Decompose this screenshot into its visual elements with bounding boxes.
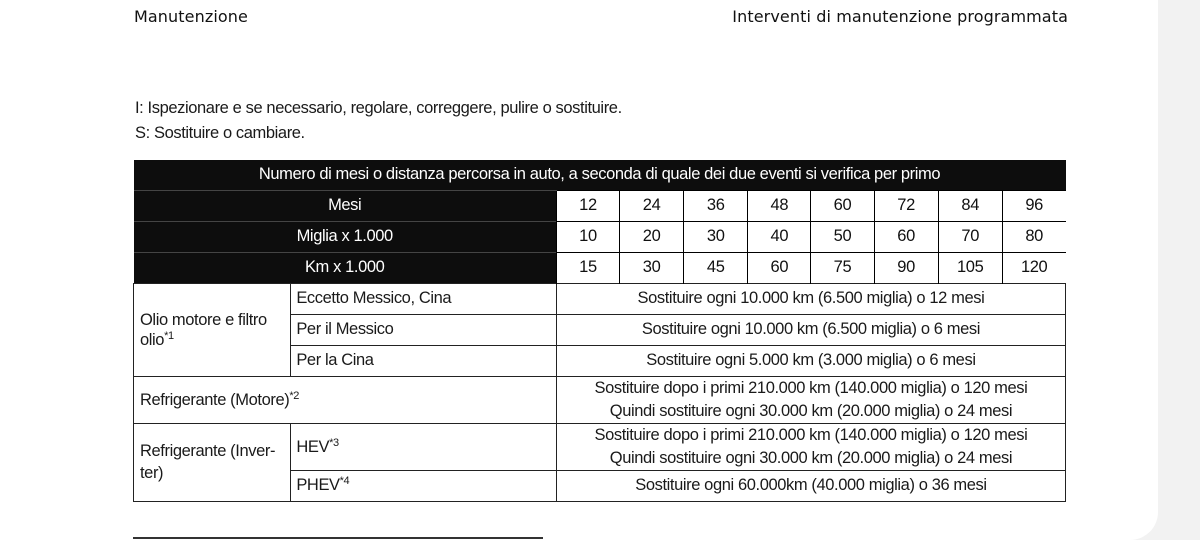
hev-value-line1: Sostituire dopo i primi 210.000 km (140.000 miglia) o 120 mesi xyxy=(594,425,1028,444)
legend-replace: S: Sostituire o cambiare. xyxy=(135,124,305,142)
oil-sub-3: Per la Cina xyxy=(291,345,557,376)
hev-note: *3 xyxy=(329,436,339,449)
miles-cell: 10 xyxy=(556,221,619,252)
months-cell: 84 xyxy=(938,190,1002,221)
oil-sub-2: Per il Messico xyxy=(291,314,557,345)
km-row xyxy=(134,252,1066,283)
months-cell: 48 xyxy=(748,190,811,221)
oil-value-1: Sostituire ogni 10.000 km (6.500 miglia) o 12 mesi xyxy=(556,283,1065,314)
hev-value xyxy=(556,423,1065,470)
miles-row xyxy=(134,221,1066,252)
km-cell: 120 xyxy=(1002,252,1065,283)
miles-cell: 30 xyxy=(684,221,748,252)
legend-inspect: I: Ispezionare e se necessario, regolare, correggere, pulire o sostituire. xyxy=(135,99,622,117)
months-cell: 12 xyxy=(556,190,619,221)
table-continuation-line xyxy=(133,537,543,539)
table-title-row xyxy=(134,160,1066,190)
page-title: Interventi di manutenzione programmata xyxy=(732,7,1068,26)
oil-value-3: Sostituire ogni 5.000 km (3.000 miglia) o 6 mesi xyxy=(556,345,1065,376)
miles-cell: 20 xyxy=(620,221,684,252)
coolant-engine-note: *2 xyxy=(289,389,299,402)
oil-category xyxy=(134,283,291,376)
coolant-engine-category xyxy=(134,376,557,423)
hev-value-line2: Quindi sostituire ogni 30.000 km (20.000 miglia) o 24 mesi xyxy=(609,448,1013,467)
coolant-engine-value xyxy=(556,376,1065,423)
km-cell: 15 xyxy=(556,252,619,283)
months-row xyxy=(134,190,1066,221)
months-cell: 72 xyxy=(874,190,938,221)
table-row xyxy=(134,423,1066,470)
km-cell: 105 xyxy=(938,252,1002,283)
coolant-inverter-category: Refrigerante (Inver- ter) xyxy=(134,423,291,501)
miles-cell: 60 xyxy=(874,221,938,252)
km-cell: 45 xyxy=(684,252,748,283)
miles-cell: 40 xyxy=(748,221,811,252)
coolant-engine-value-line2: Quindi sostituire ogni 30.000 km (20.000 miglia) o 24 mesi xyxy=(609,401,1013,420)
miles-cell: 70 xyxy=(938,221,1002,252)
phev-sub xyxy=(291,470,557,501)
months-cell: 24 xyxy=(620,190,684,221)
hev-sub xyxy=(291,423,557,470)
miles-cell: 80 xyxy=(1002,221,1065,252)
km-cell: 90 xyxy=(874,252,938,283)
table-title: Numero di mesi o distanza percorsa in auto, a seconda di quale dei due eventi si verifica per primo xyxy=(134,160,1066,190)
hev-label: HEV xyxy=(296,437,330,456)
coolant-engine-value-line1: Sostituire dopo i primi 210.000 km (140.000 miglia) o 120 mesi xyxy=(594,378,1028,397)
months-cell: 36 xyxy=(684,190,748,221)
months-cell: 60 xyxy=(811,190,874,221)
miles-label: Miglia x 1.000 xyxy=(134,221,557,252)
months-label: Mesi xyxy=(134,190,557,221)
maintenance-table xyxy=(133,160,1066,502)
oil-note: *1 xyxy=(164,329,174,342)
km-label: Km x 1.000 xyxy=(134,252,557,283)
oil-label: Olio motore e filtro olio xyxy=(140,310,267,349)
miles-cell: 50 xyxy=(811,221,874,252)
km-cell: 30 xyxy=(620,252,684,283)
section-title: Manutenzione xyxy=(134,7,248,26)
table-row xyxy=(134,376,1066,423)
oil-value-2: Sostituire ogni 10.000 km (6.500 miglia) o 6 mesi xyxy=(556,314,1065,345)
phev-label: PHEV xyxy=(296,476,340,494)
phev-value: Sostituire ogni 60.000km (40.000 miglia) o 36 mesi xyxy=(556,470,1065,501)
legend xyxy=(135,96,622,146)
coolant-engine-label: Refrigerante (Motore) xyxy=(140,390,290,409)
oil-sub-1: Eccetto Messico, Cina xyxy=(291,283,557,314)
phev-note: *4 xyxy=(339,475,350,487)
months-cell: 96 xyxy=(1002,190,1065,221)
km-cell: 75 xyxy=(811,252,874,283)
table-row xyxy=(134,283,1066,314)
km-cell: 60 xyxy=(748,252,811,283)
